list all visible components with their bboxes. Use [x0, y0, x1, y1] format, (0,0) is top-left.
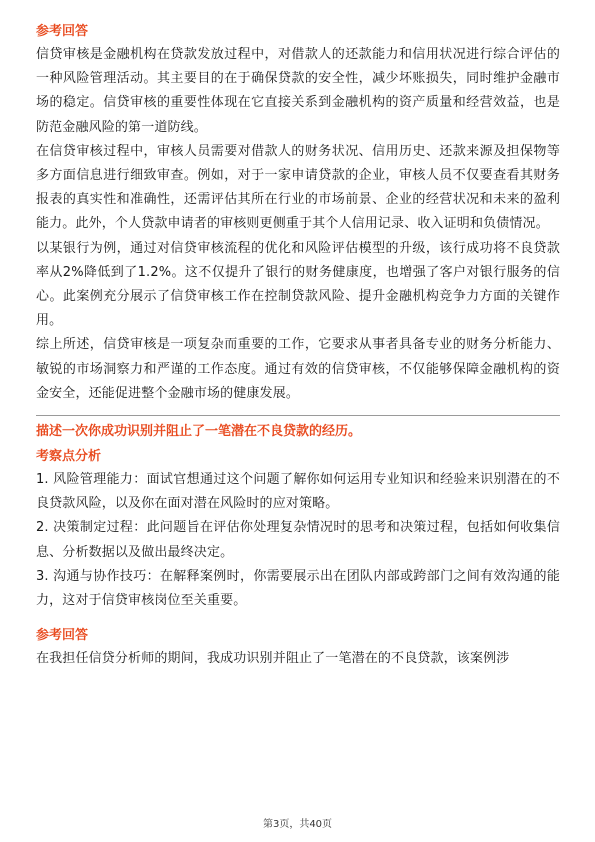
question-title: 描述一次你成功识别并阻止了一笔潜在不良贷款的经历。: [36, 424, 362, 440]
reference-answer-heading-2: 参考回答: [36, 628, 89, 644]
answer-paragraph-3: 以某银行为例，通过对信贷审核流程的优化和风险评估模型的升级，该行成功将不良贷款率从2%降低到了1.2%。这不仅提升了银行的财务健康度，也增强了客户对银行服务的信心。此案例充分展示了信贷审核工作在控制贷款风险、提升金融机构竞争力方面的关键作用。: [36, 240, 560, 329]
analysis-heading: 考察点分析: [36, 449, 102, 465]
page-content: [36, 20, 560, 671]
analysis-item-2: 2. 决策制定过程：此问题旨在评估你处理复杂情况时的思考和决策过程，包括如何收集信息、分析数据以及做出最终决定。: [36, 520, 560, 560]
reference-answer-heading: 参考回答: [36, 24, 89, 39]
answer2-paragraph-1: 在我担任信贷分析师的期间，我成功识别并阻止了一笔潜在的不良贷款，该案例涉: [36, 651, 510, 667]
section-divider: [36, 415, 560, 416]
answer-paragraph-2: 在信贷审核过程中，审核人员需要对借款人的财务状况、信用历史、还款来源及担保物等多方面信息进行细致审查。例如，对于一家申请贷款的企业，审核人员不仅要查看其财务报表的真实性和准确性，还需评估其所在行业的市场前景、企业的经营状况和未来的盈利能力。此外，个人贷款申请者的审核则更侧重于其个人信用记录、收入证明和负债情况。: [36, 143, 560, 232]
answer-paragraph-4: 综上所述，信贷审核是一项复杂而重要的工作，它要求从事者具备专业的财务分析能力、敏锐的市场洞察力和严谨的工作态度。通过有效的信贷审核，不仅能够保障金融机构的资金安全，还能促进整个金融市场的健康发展。: [36, 337, 560, 401]
analysis-item-3: 3. 沟通与协作技巧：在解释案例时，你需要展示出在团队内部或跨部门之间有效沟通的能力，这对于信贷审核岗位至关重要。: [36, 568, 560, 609]
answer-paragraph-1: 信贷审核是金融机构在贷款发放过程中，对借款人的还款能力和信用状况进行综合评估的一种风险管理活动。其主要目的在于确保贷款的安全性，减少坏账损失，同时维护金融市场的稳定。信贷审核的重要性体现在它直接关系到金融机构的资产质量和经营效益，也是防范金融风险的第一道防线。: [36, 47, 560, 135]
analysis-item-1: 1. 风险管理能力：面试官想通过这个问题了解你如何运用专业知识和经验来识别潜在的不良贷款风险，以及你在面对潜在风险时的应对策略。: [36, 472, 560, 512]
page-number: 第3页，共40页: [262, 819, 333, 830]
